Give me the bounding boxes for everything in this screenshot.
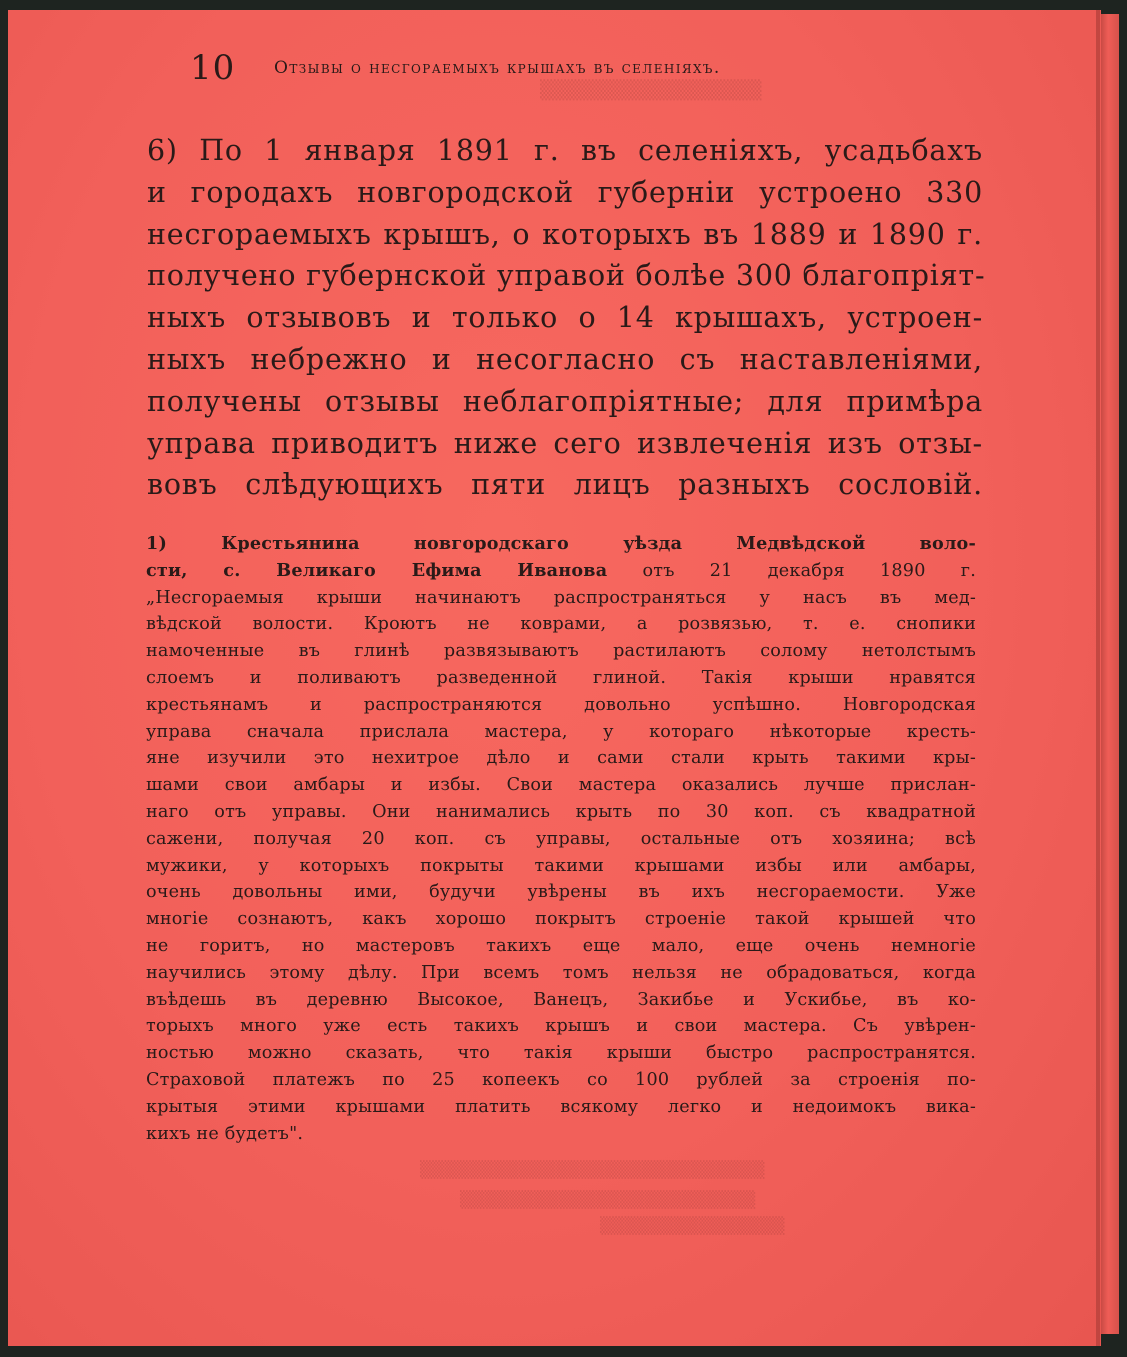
excerpt-line: Страховой платежъ по 25 копеекъ со 100 рублей за строенія по- bbox=[146, 1069, 976, 1090]
paragraph-line: ныхъ небрежно и несогласно съ наставленіями, bbox=[147, 342, 983, 376]
excerpt-line: шами свои амбары и избы. Свои мастера оказались лучше прислан- bbox=[146, 775, 976, 796]
excerpt-line: въѣдешь въ деревню Высокое, Ванецъ, Закибье и Ускибье, въ ко- bbox=[146, 989, 976, 1010]
excerpt-line: очень довольны ими, будучи увѣрены въ ихъ несгораемости. Уже bbox=[146, 882, 976, 903]
running-head: Отзывы о несгораемыхъ крышахъ въ селеніяхъ. bbox=[274, 58, 721, 78]
page-header bbox=[190, 48, 880, 98]
excerpt-line: „Несгораемыя крыши начинаютъ распространяться у насъ въ мед- bbox=[146, 587, 976, 608]
excerpt-date: отъ 21 декабря 1890 г. bbox=[607, 560, 976, 581]
paragraph-line: управа приводитъ ниже сего извлеченія изъ отзы- bbox=[147, 426, 983, 460]
excerpt-line: вѣдской волости. Кроютъ не коврами, а розвязью, т. е. снопики bbox=[146, 614, 976, 635]
excerpt-line: не горитъ, но мастеровъ такихъ еще мало, еще очень немногіе bbox=[146, 935, 976, 956]
excerpt-line: слоемъ и поливаютъ разведенной глиной. Такія крыши нравятся bbox=[146, 667, 976, 688]
excerpt-line: торыхъ много уже есть такихъ крышъ и свои мастера. Съ увѣрен- bbox=[146, 1016, 976, 1037]
show-through-texture: ▒▒▒▒▒▒▒▒▒▒▒▒▒▒▒▒ bbox=[540, 80, 762, 101]
show-through-texture: ▒▒▒▒▒▒▒▒▒▒▒▒▒▒▒▒▒▒▒▒▒▒▒▒ bbox=[460, 1190, 756, 1209]
excerpt-line: кихъ не будетъ". bbox=[146, 1123, 304, 1144]
paragraph-line: несгораемыхъ крышъ, о которыхъ въ 1889 и 1890 г. bbox=[147, 217, 983, 251]
page-number: 10 bbox=[190, 48, 236, 88]
next-page-edge bbox=[1101, 14, 1119, 1334]
excerpt-heading: 1) Крестьянина новгородскаго уѣзда Медвѣдской воло- bbox=[146, 533, 976, 554]
show-through-texture: ▒▒▒▒▒▒▒▒▒▒▒▒▒▒▒▒▒▒▒▒▒▒▒▒▒▒▒▒ bbox=[420, 1160, 765, 1179]
excerpt-line: намоченные въ глинѣ развязываютъ растилаютъ солому нетолстымъ bbox=[146, 641, 976, 662]
excerpt-line: сажени, получая 20 коп. съ управы, остальные отъ хозяина; всѣ bbox=[146, 828, 976, 849]
excerpt-line: ностью можно сказать, что такія крыши быстро распространятся. bbox=[146, 1043, 976, 1064]
paragraph-line: вовъ слѣдующихъ пяти лицъ разныхъ сословій. bbox=[147, 468, 983, 502]
excerpt-author: сти, с. Великаго Ефима Иванова bbox=[146, 559, 608, 581]
excerpt-line: яне изучили это нехитрое дѣло и сами стали крыть такими кры- bbox=[146, 748, 976, 769]
main-paragraph bbox=[147, 130, 986, 506]
excerpt-line: наго отъ управы. Они нанимались крыть по 30 коп. съ квадратной bbox=[146, 801, 976, 822]
page-fold bbox=[1096, 10, 1100, 1346]
review-excerpt bbox=[146, 531, 976, 1147]
excerpt-heading-line-2 bbox=[146, 558, 976, 585]
excerpt-line: мужики, у которыхъ покрыты такими крышами избы или амбары, bbox=[146, 855, 976, 876]
excerpt-line: крытыя этими крышами платить всякому легко и недоимокъ вика- bbox=[146, 1096, 976, 1117]
excerpt-line: многіе сознаютъ, какъ хорошо покрытъ строеніе такой крышей что bbox=[146, 909, 976, 930]
paragraph-line: получено губернской управой болѣе 300 благопріят- bbox=[147, 259, 986, 293]
excerpt-line: управа сначала прислала мастера, у котораго нѣкоторые кресть- bbox=[146, 721, 976, 742]
paragraph-line: получены отзывы неблагопріятные; для примѣра bbox=[147, 384, 983, 418]
show-through-texture: ▒▒▒▒▒▒▒▒▒▒▒▒▒▒▒ bbox=[600, 1216, 785, 1235]
paragraph-line: 6) По 1 января 1891 г. въ селеніяхъ, усадьбахъ bbox=[147, 134, 983, 167]
excerpt-line: научились этому дѣлу. При всемъ томъ нельзя не обрадоваться, когда bbox=[146, 962, 976, 983]
paragraph-line: и городахъ новгородской губерніи устроено 330 bbox=[147, 175, 983, 209]
excerpt-line: крестьянамъ и распространяются довольно успѣшно. Новгородская bbox=[146, 694, 976, 715]
paragraph-line: ныхъ отзывовъ и только о 14 крышахъ, устроен- bbox=[147, 301, 983, 335]
